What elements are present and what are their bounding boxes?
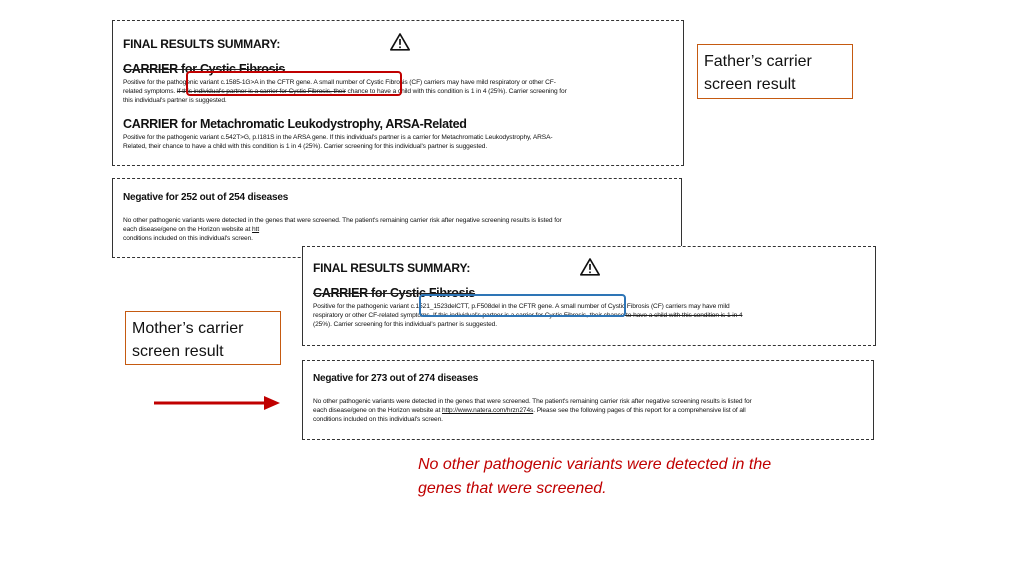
father-negative-title: Negative for 252 out of 254 diseases [123,192,289,203]
father-mld-heading: CARRIER for Metachromatic Leukodystrophy, ARSA-Related [123,117,467,131]
mother-summary-title: FINAL RESULTS SUMMARY: [313,261,471,275]
father-mld-text: Positive for the pathogenic variant c.542T>G, p.I181S in the ARSA gene. If this individual's partner is a carrier for Metachromatic Leukodystrophy, ARSA- Related, their chance to have a child with this condition is 1 in 4 (25%). Carrier screening for this individual's partner is suggested. [123,134,553,150]
father-cf-text: Positive for the pathogenic variant c.1585-1G>A in the CFTR gene. A small number of Cystic Fibrosis (CF) carriers may have mild respiratory or other CF- related symptoms. If this individual's partner is a carrier for Cystic Fibrosis, their chance to have a child with this condition is 1 in 4 (25%). Carrier screening for this individual's partner is suggested. [123,79,567,104]
arrow-right-icon [152,393,282,413]
mother-negative-title: Negative for 273 out of 274 diseases [313,373,479,384]
conclusion-note: No other pathogenic variants were detected in the genes that were screened. [418,456,772,497]
mother-cf-heading: CARRIER for Cystic Fibrosis [313,286,476,300]
warning-icon [390,32,410,51]
mother-variant-highlight [419,294,626,317]
father-summary-title: FINAL RESULTS SUMMARY: [123,37,281,51]
mother-callout: Mother’s carrier screen result [125,311,281,365]
mother-negative-text: No other pathogenic variants were detected in the genes that were screened. The patient's remaining carrier risk after negative screening results is listed for each disease/gene on the Horizon website at http://www.natera.com/hrzn274s. Please see the following pages of this report for a comprehensive list of all conditions included on this individual's screen. [313,398,752,423]
father-callout: Father’s carrier screen result [697,44,853,99]
father-variant-highlight [186,71,402,96]
mother-negative-panel [302,360,874,440]
father-cf-heading: CARRIER for Cystic Fibrosis [123,62,286,76]
warning-icon [580,257,600,276]
mother-cf-text: Positive for the pathogenic variant c.1521_1523delCTT, p.F508del in the CFTR gene. A small number of Cystic Fibrosis (CF) carriers may have mild respiratory or other CF-related symptoms. If this individual's partner is a carrier for Cystic Fibrosis, their chance to have a child with this condition is 1 in 4 (25%). Carrier screening for this individual's partner is suggested. [313,303,743,328]
father-negative-text: No other pathogenic variants were detected in the genes that were screened. The patient's remaining carrier risk after negative screening results is listed for each disease/gene on the Horizon website at htt conditions included on this individual's screen. [123,217,562,242]
